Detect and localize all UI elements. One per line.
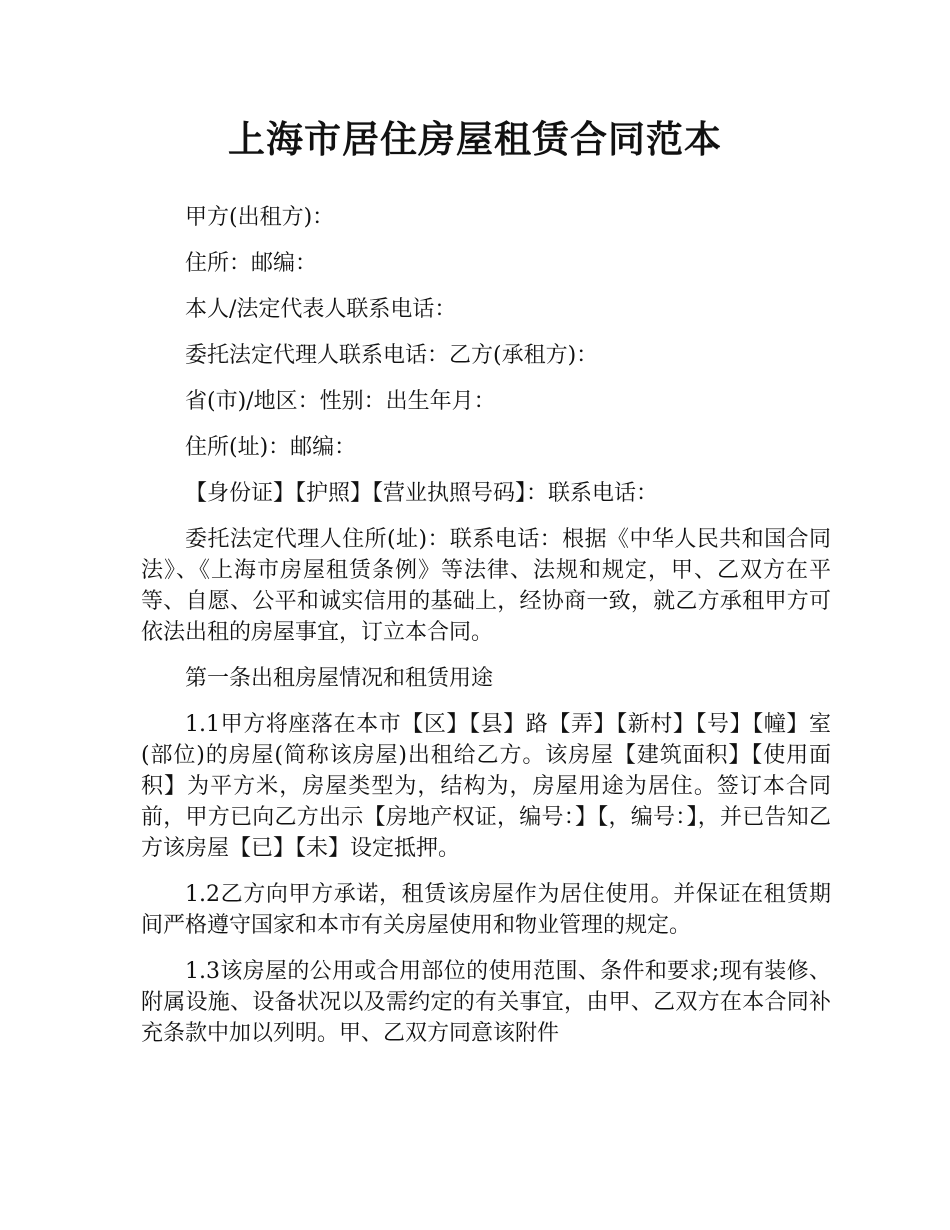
party-a-line: 甲方(出租方)： — [185, 205, 335, 230]
document-body — [141, 202, 831, 1064]
article-one-heading: 第一条出租房屋情况和租赁用途 — [185, 666, 494, 691]
province-gender-birth-line: 省(市)/地区：性别：出生年月： — [185, 389, 496, 414]
party-a-representative-phone-line: 本人/法定代表人联系电话： — [185, 297, 457, 322]
id-document-phone-line: 【身份证】【护照】【营业执照号码】：联系电话： — [185, 481, 659, 506]
clause-1-1-paragraph: 1.1甲方将座落在本市【区】【县】路【弄】【新村】【号】【幢】室(部位)的房屋(简称该房屋)出租给乙方。该房屋【建筑面积】【使用面积】为平方米，房屋类型为，结构为，房屋用途为居住。签订本合同前，甲方已向乙方出示【房地产权证，编号：】【，编号：】，并已告知乙方该房屋【已】【未】设定抵押。 — [141, 712, 831, 861]
clause-1-2-paragraph: 1.2乙方向甲方承诺，租赁该房屋作为居住使用。并保证在租赁期间严格遵守国家和本市有关房屋使用和物业管理的规定。 — [141, 882, 831, 938]
agent-phone-party-b-line: 委托法定代理人联系电话：乙方(承租方)： — [185, 343, 599, 368]
party-a-address-line: 住所：邮编： — [185, 251, 318, 276]
clause-1-3-paragraph: 1.3该房屋的公用或合用部位的使用范围、条件和要求;现有装修、附属设施、设备状况以及需约定的有关事宜，由甲、乙双方在本合同补充条款中加以列明。甲、乙双方同意该附件 — [141, 959, 831, 1046]
document-title: 上海市居住房屋租赁合同范本 — [228, 118, 722, 161]
preamble-paragraph: 委托法定代理人住所(址)：联系电话：根据《中华人民共和国合同法》、《上海市房屋租赁条例》等法律、法规和规定，甲、乙双方在平等、自愿、公平和诚实信用的基础上，经协商一致，就乙方承租甲方可依法出租的房屋事宜，订立本合同。 — [141, 527, 831, 645]
party-b-address-line: 住所(址)：邮编： — [185, 435, 357, 460]
